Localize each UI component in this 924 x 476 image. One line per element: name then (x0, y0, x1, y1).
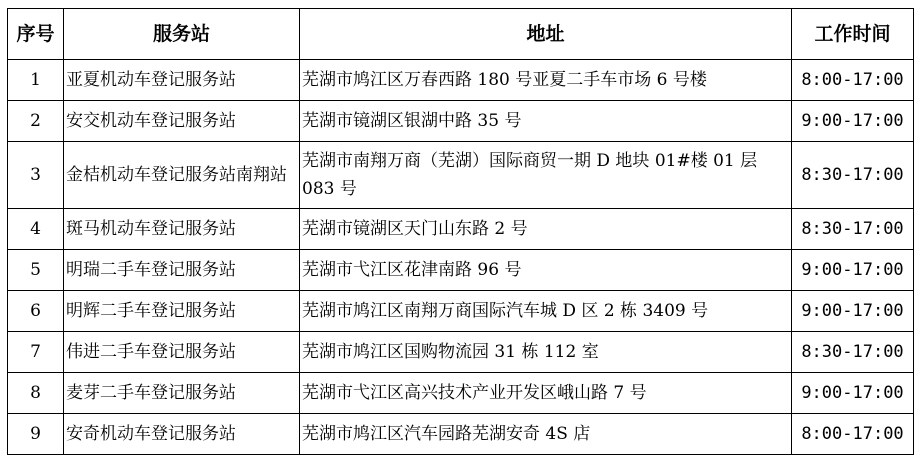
cell-hours: 8:30-17:00 (792, 332, 914, 373)
cell-no: 6 (8, 291, 64, 332)
cell-station: 亚夏机动车登记服务站 (64, 60, 300, 101)
cell-address: 芜湖市弋江区高兴技术产业开发区峨山路 7 号 (300, 373, 792, 414)
cell-hours: 9:00-17:00 (792, 250, 914, 291)
cell-address: 芜湖市南翔万商（芜湖）国际商贸一期 D 地块 01#楼 01 层 083 号 (300, 142, 792, 209)
cell-no: 2 (8, 101, 64, 142)
table-row (8, 373, 914, 414)
table-row (8, 414, 914, 455)
cell-address: 芜湖市镜湖区银湖中路 35 号 (300, 101, 792, 142)
table-row (8, 209, 914, 250)
cell-no: 5 (8, 250, 64, 291)
header-hours: 工作时间 (792, 9, 914, 60)
cell-no: 9 (8, 414, 64, 455)
cell-address: 芜湖市镜湖区天门山东路 2 号 (300, 209, 792, 250)
header-station: 服务站 (64, 9, 300, 60)
cell-station: 明辉二手车登记服务站 (64, 291, 300, 332)
cell-address: 芜湖市鸠江区国购物流园 31 栋 112 室 (300, 332, 792, 373)
cell-hours: 9:00-17:00 (792, 373, 914, 414)
cell-station: 明瑞二手车登记服务站 (64, 250, 300, 291)
table-row (8, 101, 914, 142)
cell-hours: 8:30-17:00 (792, 209, 914, 250)
table-row (8, 332, 914, 373)
table-row (8, 250, 914, 291)
cell-station: 斑马机动车登记服务站 (64, 209, 300, 250)
cell-address: 芜湖市鸠江区汽车园路芜湖安奇 4S 店 (300, 414, 792, 455)
cell-hours: 9:00-17:00 (792, 101, 914, 142)
cell-hours: 8:00-17:00 (792, 60, 914, 101)
cell-address: 芜湖市鸠江区万春西路 180 号亚夏二手车市场 6 号楼 (300, 60, 792, 101)
header-row (8, 9, 914, 60)
header-address: 地址 (300, 9, 792, 60)
cell-no: 3 (8, 142, 64, 209)
cell-no: 7 (8, 332, 64, 373)
cell-station: 金桔机动车登记服务站南翔站 (64, 142, 300, 209)
service-station-table (7, 8, 914, 455)
cell-hours: 8:00-17:00 (792, 414, 914, 455)
cell-station: 安交机动车登记服务站 (64, 101, 300, 142)
cell-hours: 9:00-17:00 (792, 291, 914, 332)
cell-no: 4 (8, 209, 64, 250)
cell-address: 芜湖市鸠江区南翔万商国际汽车城 D 区 2 栋 3409 号 (300, 291, 792, 332)
cell-no: 8 (8, 373, 64, 414)
cell-station: 麦芽二手车登记服务站 (64, 373, 300, 414)
table-row (8, 291, 914, 332)
table-row (8, 60, 914, 101)
cell-address: 芜湖市弋江区花津南路 96 号 (300, 250, 792, 291)
table-row (8, 142, 914, 209)
cell-hours: 8:30-17:00 (792, 142, 914, 209)
cell-no: 1 (8, 60, 64, 101)
cell-station: 安奇机动车登记服务站 (64, 414, 300, 455)
cell-station: 伟进二手车登记服务站 (64, 332, 300, 373)
header-no: 序号 (8, 9, 64, 60)
